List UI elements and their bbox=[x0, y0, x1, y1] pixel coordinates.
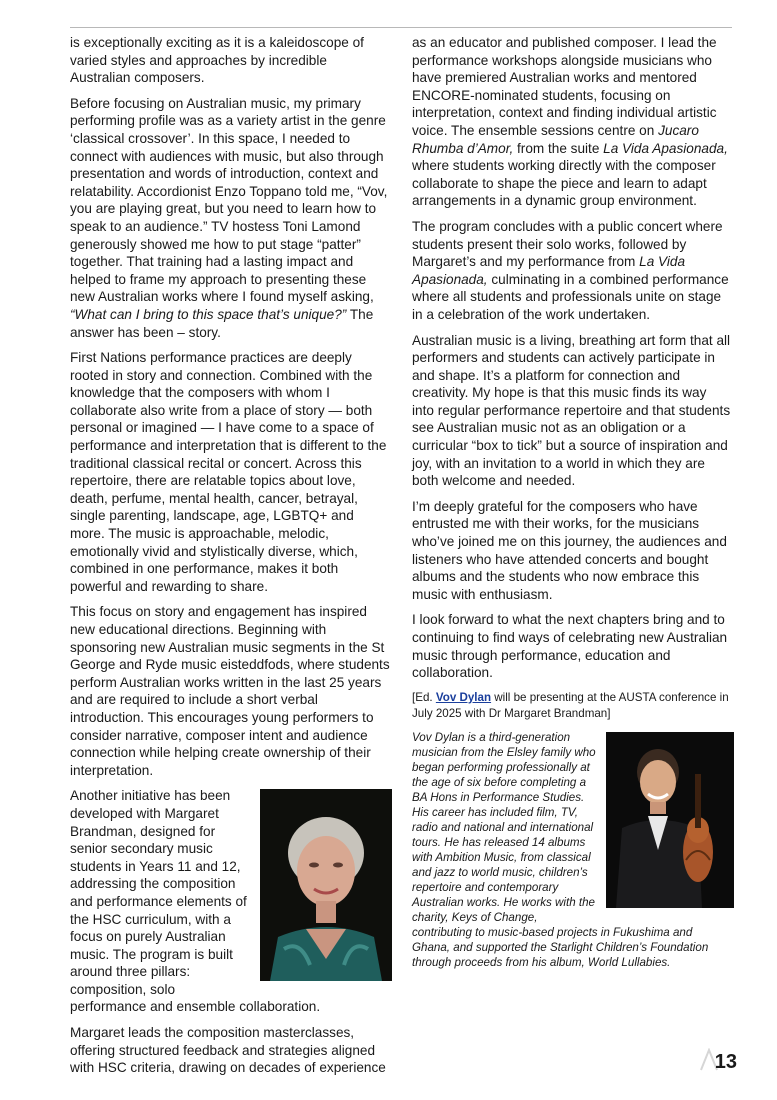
author-bio bbox=[412, 730, 732, 970]
page-number: 13 bbox=[714, 1051, 737, 1073]
text-span: Before focusing on Australian music, my primary performing profile was as a variety artist in the genre ‘classical crossover’. In this space, I needed to connect with audiences with music, but also through presentation and words of introduction, context and relatability. Accordionist Enzo Toppano told me, “Vov, you are playing great, but you need to learn how to speak to an audience.” TV hostess Toni Lamond generously showed me how to put stage “patter” together. That training had a lasting impact and helped to frame my approach to presenting these new Australian works where I found myself asking, bbox=[70, 95, 388, 305]
italic-quote: “What can I bring to this space that’s unique?” bbox=[70, 306, 347, 322]
vov-dylan-photo bbox=[606, 732, 734, 908]
text-span: will be presenting at the AUSTA conference in July 2025 with Dr Margaret Brandman] bbox=[412, 690, 729, 720]
left-column bbox=[70, 34, 390, 1085]
text-span: culminating in a combined performance where all students and professionals unite on stage in a celebration of the work undertaken. bbox=[412, 271, 729, 322]
paragraph bbox=[70, 95, 390, 341]
paragraph: Another initiative has been developed with Margaret Brandman, designed for senior secondary music students in Years 11 and 12, addressing the composition and performance elements of the HSC curriculum, with a focus on purely Australian music. The program is built around three pillars: composition, solo performance and ensemble collaboration. bbox=[70, 788, 321, 1015]
text-span: The answer has been – story. bbox=[70, 306, 374, 340]
italic-title: La Vida Apasionada, bbox=[412, 254, 686, 287]
paragraph: I’m deeply grateful for the composers who have entrusted me with their works, for the musicians who’ve joined me on this journey, the audiences and listeners who have attended concerts and bought albums and the students who now embrace this music with enthusiasm. bbox=[412, 498, 727, 602]
editor-note bbox=[412, 690, 732, 722]
header-rule bbox=[70, 27, 732, 28]
text-span: as an educator and published composer. I lead the performance workshops alongside musicians who have premiered Australian works and mentored ENCORE-nominated students, focusing on interpretation, context and finding individual artistic voice. The ensemble sessions centre on bbox=[412, 35, 717, 138]
text-span: The program concludes with a public concert where students present their solo works, followed by Margaret’s and my performance from bbox=[412, 218, 723, 270]
italic-title: La Vida Apasionada, bbox=[603, 140, 728, 156]
paragraph bbox=[412, 34, 732, 210]
text-span: where students working directly with the composer collaborate to shape the piece and learn to adapt arrangements in a dynamic group environment. bbox=[412, 158, 716, 209]
paragraph: Margaret leads the composition masterclasses, offering structured feedback and strategies aligned with HSC criteria, drawing on decades of experience bbox=[70, 1025, 386, 1076]
paragraph: This focus on story and engagement has inspired new educational directions. Beginning with sponsoring new Australian music segments in the St George and Ryde music eisteddfods, where students perform Australian works written in the last 25 years and are required to include a short verbal introduction. This encourages young performers to consider narrative, composer intent and audience connection while helping create ownership of their interpretation. bbox=[70, 604, 390, 778]
paragraph: Australian music is a living, breathing art form that all performers and students can actively participate in and shape. It’s a platform for connection and creativity. My hope is that this music finds its way into regular performance repertoire and that students see Australian music not as an obligation or a curricular “box to tick” but a source of inspiration and joy, with an invitation to a world in which they are both welcome and needed. bbox=[412, 332, 731, 489]
paragraph bbox=[412, 218, 732, 324]
right-column bbox=[412, 34, 732, 970]
italic-title: Jucaro Rhumba d’Amor, bbox=[412, 122, 699, 156]
text-span: [Ed. bbox=[412, 690, 436, 704]
vov-dylan-link[interactable]: Vov Dylan bbox=[435, 690, 492, 704]
paragraph: is exceptionally exciting as it is a kaleidoscope of varied styles and approaches by incredible Australian composers. bbox=[70, 35, 364, 86]
paragraph: I look forward to what the next chapters bring and to continuing to find ways of celebrating new Australian music through performance, education and collaboration. bbox=[412, 612, 728, 681]
paragraph: First Nations performance practices are deeply rooted in story and connection. Combined with the knowledge that the composers with whom I collaborate also write from a place of story — both personal or imagined — I have come to a space of performance and interpretation that is different to the traditional classical recital or concert. Across this repertoire, there are relatable topics about love, death, perfume, mental health, cancer, betrayal, single parenting, landscape, age, LGBTQ+ and more. The music is approachable, melodic, emotionally vivid and stylistically diverse, which, combined in one performance, makes it both powerful and rewarding to share. bbox=[70, 350, 387, 594]
text-span: from the suite bbox=[513, 140, 604, 156]
bio-text: Vov Dylan is a third-generation musician from the Elsley family who began performing professionally at the age of six before completing a BA Hons in Performance Studies. His career has included film, TV, radio and national and international tours. He has released 14 albums with Ambition Music, from classical and jazz to world music, children’s repertoire and contemporary Australian works. He works with the charity, Keys of Change, contributing to music-based projects in Fukushima and Ghana, and supported the Starlight Children’s Foundation through proceeds from his album, World Lullabies. bbox=[412, 730, 709, 969]
margaret-brandman-photo bbox=[260, 789, 392, 981]
